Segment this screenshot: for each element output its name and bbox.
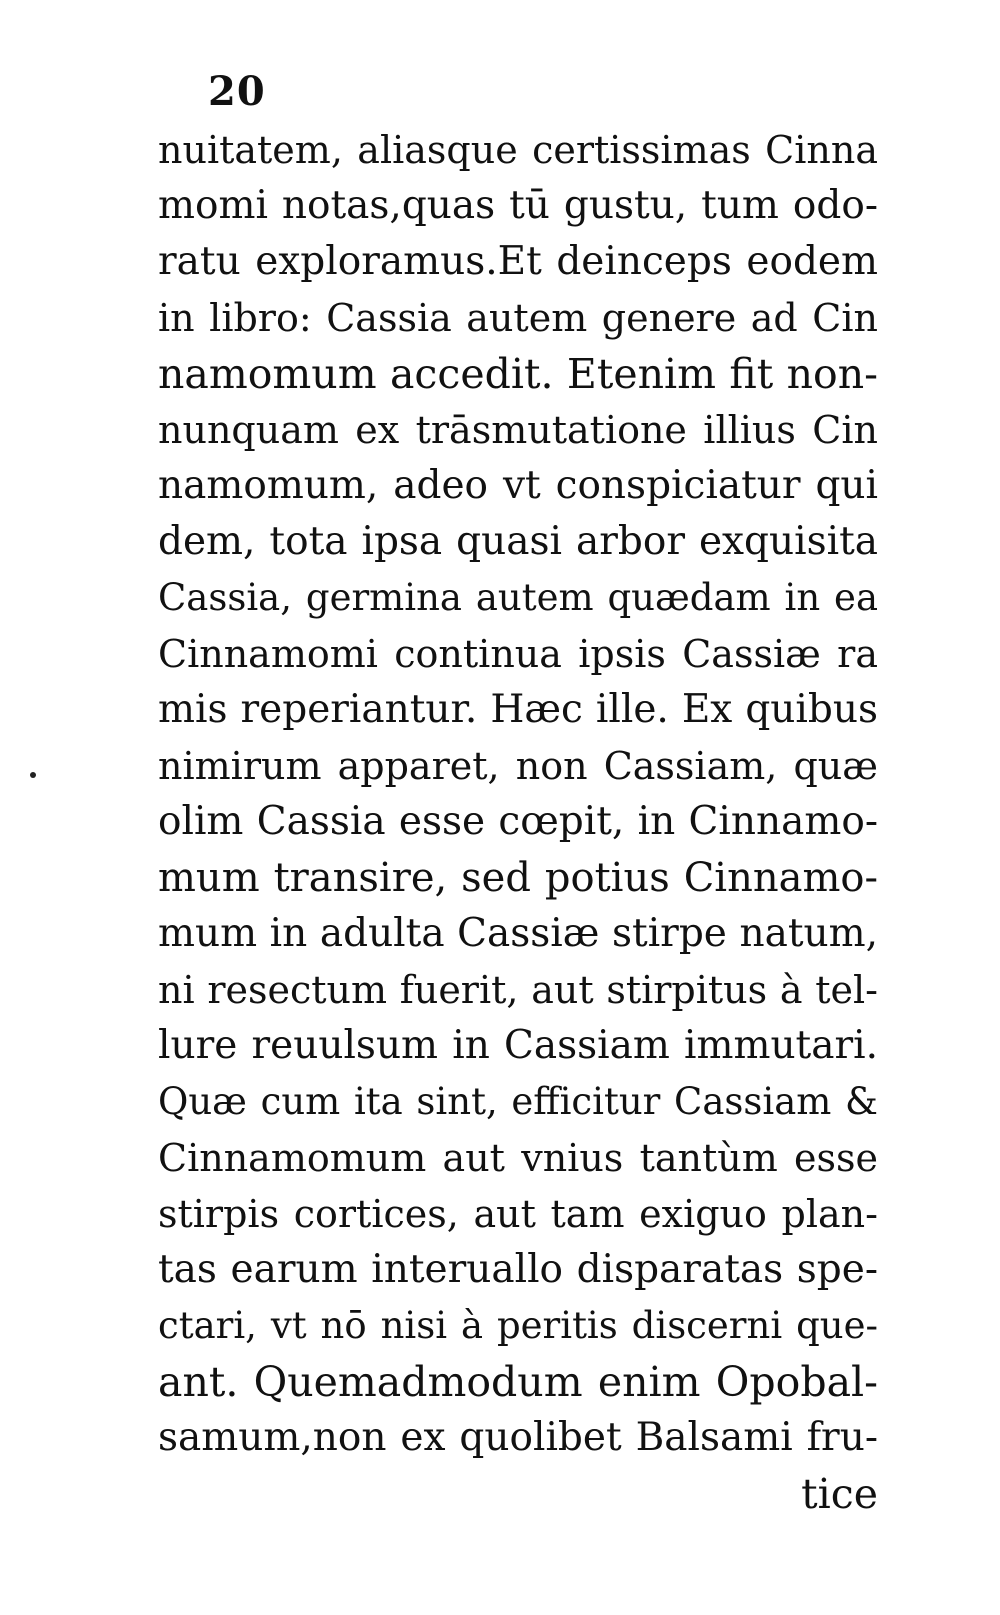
margin-mark bbox=[30, 772, 36, 778]
text-line: Cinnamomum aut vnius tantùm esse bbox=[158, 1136, 878, 1180]
text-line: in libro: Cassia autem genere ad Cin bbox=[158, 296, 878, 340]
text-line: mis reperiantur. Hæc ille. Ex quibus bbox=[158, 687, 878, 732]
text-line: ni resectum fuerit, aut stirpitus à tel- bbox=[158, 968, 878, 1012]
text-line: dem, tota ipsa quasi arbor exquisita bbox=[158, 519, 878, 564]
text-line: mum transire, sed potius Cinnamo- bbox=[158, 855, 878, 901]
text-line: namomum, adeo vt conspiciatur qui bbox=[158, 463, 878, 508]
text-line: momi notas,quas tū gustu, tum odo- bbox=[158, 183, 878, 228]
text-line: mum in adulta Cassiæ stirpe natum, bbox=[158, 911, 878, 956]
text-line: tas earum interuallo disparatas spe- bbox=[158, 1247, 878, 1292]
text-line: ctari, vt nō nisi à peritis discerni que- bbox=[158, 1304, 878, 1347]
page-number: 20 bbox=[208, 68, 266, 115]
text-line: Cassia, germina autem quædam in ea bbox=[158, 576, 878, 619]
text-line: nuitatem, aliasque certissimas Cinna bbox=[158, 128, 878, 172]
text-line: nimirum apparet, non Cassiam, quæ bbox=[158, 744, 878, 788]
text-block bbox=[158, 122, 878, 1522]
text-line: olim Cassia esse cœpit, in Cinnamo- bbox=[158, 799, 878, 844]
text-line: Cinnamomi continua ipsis Cassiæ ra bbox=[158, 632, 878, 676]
text-line: namomum accedit. Etenim fit non- bbox=[158, 350, 878, 398]
text-line: Quæ cum ita sint, efficitur Cassiam & bbox=[158, 1080, 878, 1123]
text-line: stirpis cortices, aut tam exiguo plan- bbox=[158, 1192, 878, 1236]
text-line: nunquam ex trāsmutatione illius Cin bbox=[158, 408, 878, 452]
text-line: ratu exploramus.Et deinceps eodem bbox=[158, 239, 878, 284]
catchword: tice bbox=[801, 1470, 878, 1518]
text-line: ant. Quemadmodum enim Opobal- bbox=[158, 1358, 878, 1406]
text-line: samum,non ex quolibet Balsami fru- bbox=[158, 1415, 878, 1460]
text-line: lure reuulsum in Cassiam immutari. bbox=[158, 1023, 878, 1068]
